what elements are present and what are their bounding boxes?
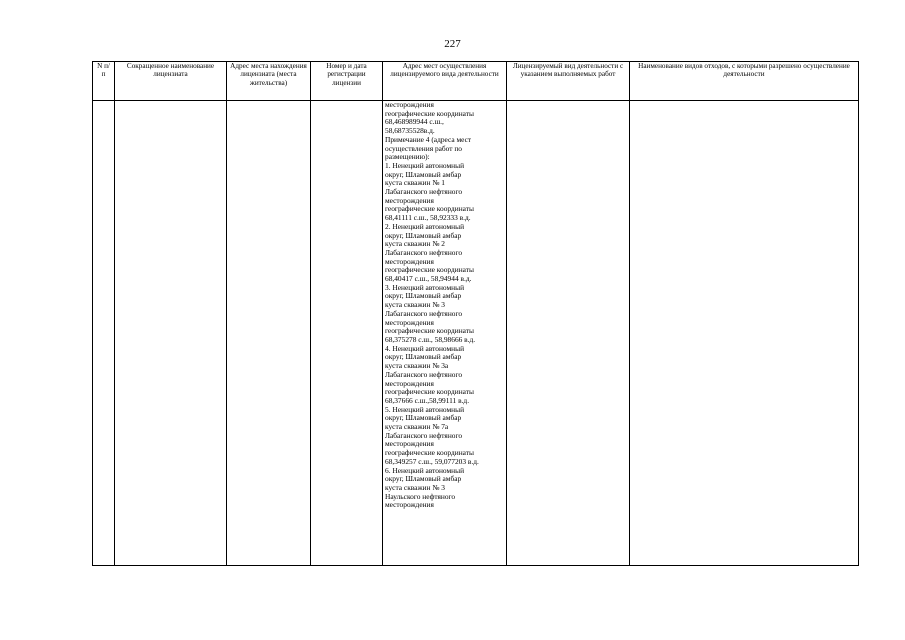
table-row <box>93 101 859 566</box>
address-line: 68,40417 с.ш., 58,94944 в.д. <box>385 274 472 284</box>
address-line: Лабаганского нефтяного <box>385 187 463 197</box>
address-lines <box>385 101 504 510</box>
address-line: географические координаты <box>385 204 474 214</box>
cell-activity-type <box>507 101 630 566</box>
address-line: округ, Шламовый амбар <box>385 230 462 240</box>
address-line: округ, Шламовый амбар <box>385 474 462 484</box>
address-line: 6. Ненецкий автономный <box>385 465 465 475</box>
address-line: куста скважин № 3 <box>385 482 445 492</box>
cell-number <box>93 101 115 566</box>
address-line: 68,37666 с.ш.,58,99111 в.д. <box>385 395 470 405</box>
address-line: куста скважин № 3а <box>385 361 449 371</box>
address-line: месторождения <box>385 439 434 449</box>
cell-licensee-name <box>115 101 227 566</box>
header-waste-types: Наименование видов отходов, с которыми разрешено осуществление деятельности <box>630 62 859 101</box>
address-line: месторождения <box>385 317 434 327</box>
address-line: 3. Ненецкий автономный <box>385 282 465 292</box>
address-line: куста скважин № 1 <box>385 178 445 188</box>
address-line: округ, Шламовый амбар <box>385 413 462 423</box>
address-line: куста скважин № 3 <box>385 300 445 310</box>
address-line: 5. Ненецкий автономный <box>385 404 465 414</box>
address-line: Лабаганского нефтяного <box>385 430 463 440</box>
cell-activity-addresses <box>383 101 507 566</box>
license-table <box>92 61 859 566</box>
cell-licensee-address <box>227 101 311 566</box>
address-line: 68,41111 с.ш., 58,92333 в.д. <box>385 213 471 223</box>
address-line: географические координаты <box>385 326 474 336</box>
address-line: 68,375278 с.ш., 58,98666 в.д. <box>385 334 476 344</box>
address-line: Наульского нефтяного <box>385 491 456 501</box>
address-line: месторождения <box>385 500 434 510</box>
table-header-row <box>93 62 859 101</box>
address-line: Примечание 4 (адреса мест <box>385 134 472 144</box>
header-licensee-address: Адрес места нахождения лицензиата (места жительства) <box>227 62 311 101</box>
address-line: 1. Ненецкий автономный <box>385 160 465 170</box>
address-line: месторождения <box>385 100 434 109</box>
address-line: округ, Шламовый амбар <box>385 169 462 179</box>
address-line: географические координаты <box>385 265 474 275</box>
cell-license-number-date <box>311 101 383 566</box>
address-line: куста скважин № 7а <box>385 422 449 432</box>
address-line: географические координаты <box>385 387 474 397</box>
header-licensee-name: Сокращенное наименование лицензиата <box>115 62 227 101</box>
address-line: Лабаганского нефтяного <box>385 308 463 318</box>
header-license-number-date: Номер и дата регистрации лицензии <box>311 62 383 101</box>
address-line: Лабаганского нефтяного <box>385 247 463 257</box>
address-line: 68,468989944 с.ш., <box>385 117 444 127</box>
address-line: месторождения <box>385 378 434 388</box>
address-line: размещению): <box>385 152 430 162</box>
page-number: 227 <box>444 38 461 50</box>
address-line: географические координаты <box>385 108 474 118</box>
address-line: округ, Шламовый амбар <box>385 291 462 301</box>
address-line: 2. Ненецкий автономный <box>385 221 465 231</box>
header-activity-addresses: Адрес мест осуществления лицензируемого вида деятельности <box>383 62 507 101</box>
address-line: географические координаты <box>385 448 474 458</box>
header-activity-type: Лицензируемый вид деятельности с указанием выполняемых работ <box>507 62 630 101</box>
address-line: осуществления работ по <box>385 143 463 153</box>
address-line: 4. Ненецкий автономный <box>385 343 465 353</box>
address-line: Лабаганского нефтяного <box>385 369 463 379</box>
cell-waste-types <box>630 101 859 566</box>
address-line: 68,349257 с.ш., 59,077203 в.д. <box>385 456 479 466</box>
address-line: 58,68735528в.д. <box>385 126 435 136</box>
address-line: округ, Шламовый амбар <box>385 352 462 362</box>
address-line: месторождения <box>385 256 434 266</box>
header-number: N п/ п <box>93 62 115 101</box>
address-line: куста скважин № 2 <box>385 239 445 249</box>
address-line: месторождения <box>385 195 434 205</box>
